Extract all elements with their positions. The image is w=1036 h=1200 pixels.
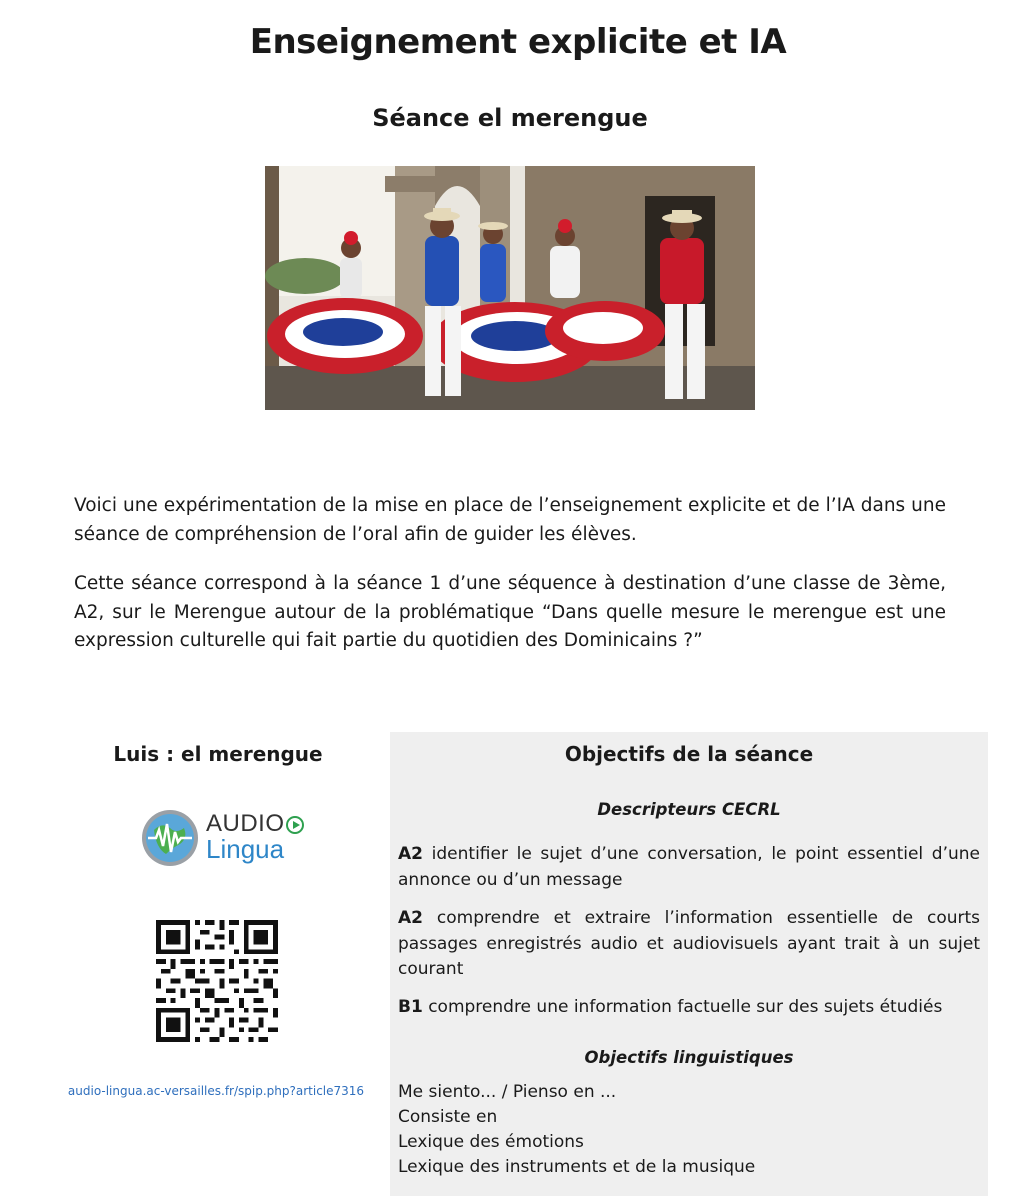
descriptor-level: B1 bbox=[398, 997, 423, 1017]
audio-lingua-logo bbox=[140, 806, 310, 870]
linguistic-list bbox=[398, 1080, 755, 1180]
descriptor-item bbox=[398, 995, 980, 1021]
linguistic-item: Lexique des émotions bbox=[398, 1132, 584, 1152]
descriptor-level: A2 bbox=[398, 844, 423, 864]
qr-code-icon[interactable] bbox=[156, 920, 278, 1042]
play-icon bbox=[286, 816, 304, 834]
descriptor-item bbox=[398, 906, 980, 983]
objectives-panel bbox=[390, 732, 988, 1196]
logo-word-lingua: Lingua bbox=[206, 834, 285, 864]
descriptor-level: A2 bbox=[398, 908, 423, 928]
descriptor-text: comprendre et extraire l’information essentielle de courts passages enregistrés audio et audiovisuels ayant trait à un sujet courant bbox=[398, 908, 981, 979]
descriptor-text: comprendre une information factuelle sur des sujets étudiés bbox=[428, 997, 943, 1017]
descriptor-text: identifier le sujet d’une conversation, le point essentiel d’une annonce ou d’un message bbox=[398, 844, 980, 890]
page-title: Enseignement explicite et IA bbox=[249, 22, 787, 62]
linguistic-item: Lexique des instruments et de la musique bbox=[398, 1157, 756, 1177]
globe-waveform-icon bbox=[140, 808, 200, 868]
audio-lingua-link[interactable]: audio-lingua.ac-versailles.fr/spip.php?article7316 bbox=[67, 1084, 365, 1098]
descriptor-item bbox=[398, 842, 980, 893]
logo-word-audio: AUDIO bbox=[206, 810, 285, 837]
context-paragraph: Cette séance correspond à la séance 1 d’une séquence à destination d’une classe de 3ème, A2, sur le Merengue autour de la problématique “Dans quelle mesure le merengue est une expression culturelle qui fait partie du quotidien des Dominicains ?” bbox=[74, 573, 946, 651]
linguistic-item: Consiste en bbox=[398, 1107, 498, 1127]
linguistic-item: Me siento... / Pienso en ... bbox=[398, 1082, 617, 1102]
linguistic-heading: Objectifs linguistiques bbox=[584, 1048, 794, 1067]
session-title: Séance el merengue bbox=[372, 104, 648, 132]
cecrl-heading: Descripteurs CECRL bbox=[597, 800, 781, 819]
intro-paragraph: Voici une expérimentation de la mise en place de l’enseignement explicite et de l’IA dans une séance de compréhension de l’oral afin de guider les élèves. bbox=[74, 495, 946, 545]
resource-title: Luis : el merengue bbox=[113, 742, 323, 766]
merengue-dancers-photo bbox=[265, 166, 755, 410]
objectives-title: Objectifs de la séance bbox=[564, 742, 814, 766]
